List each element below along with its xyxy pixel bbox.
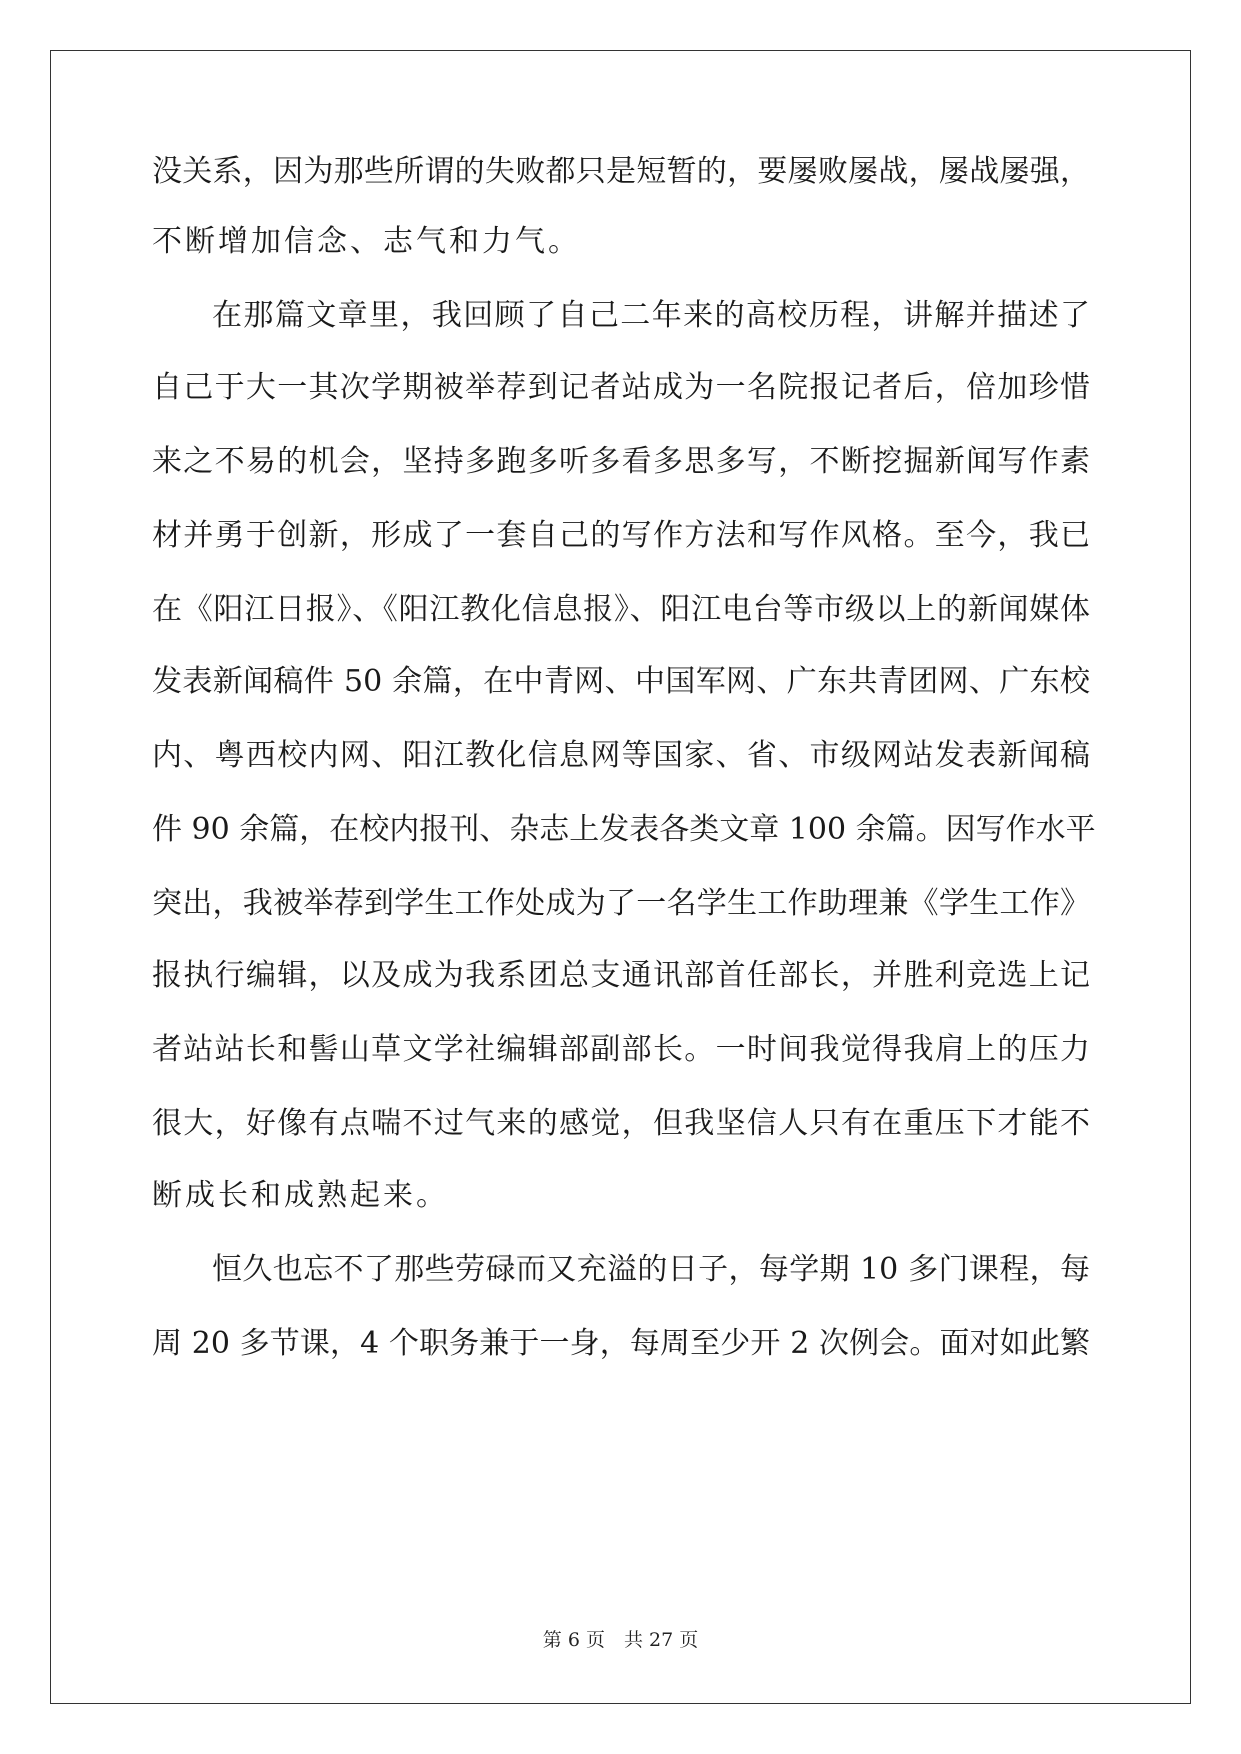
body-text-line: 周 20 多节课，4 个职务兼于一身，每周至少开 2 次例会。面对如此繁 xyxy=(152,1326,1090,1361)
body-text-line: 件 90 余篇，在校内报刊、杂志上发表各类文章 100 余篇。因写作水平 xyxy=(152,812,1096,847)
body-text-line: 在《阳江日报》、《阳江教化信息报》、阳江电台等市级以上的新闻媒体 xyxy=(152,592,1090,627)
body-text-line: 者站站长和髻山草文学社编辑部副部长。一时间我觉得我肩上的压力 xyxy=(152,1032,1090,1067)
body-text-line: 断成长和成熟起来。 xyxy=(152,1178,449,1213)
body-text-line: 很大，好像有点喘不过气来的感觉，但我坚信人只有在重压下才能不 xyxy=(152,1106,1090,1141)
body-text-line: 没关系，因为那些所谓的失败都只是短暂的，要屡败屡战，屡战屡强， xyxy=(152,154,1090,189)
body-text-line: 内、粤西校内网、阳江教化信息网等国家、省、市级网站发表新闻稿 xyxy=(152,738,1090,773)
body-text-line: 材并勇于创新，形成了一套自己的写作方法和写作风格。至今，我已 xyxy=(152,518,1090,553)
body-text-line: 突出，我被举荐到学生工作处成为了一名学生工作助理兼《学生工作》 xyxy=(152,886,1090,921)
body-text-line: 自己于大一其次学期被举荐到记者站成为一名院报记者后，倍加珍惜 xyxy=(152,370,1090,405)
body-text-line: 恒久也忘不了那些劳碌而又充溢的日子，每学期 10 多门课程，每 xyxy=(212,1252,1090,1287)
body-text-line: 不断增加信念、志气和力气。 xyxy=(152,224,581,259)
body-text-line: 发表新闻稿件 50 余篇，在中青网、中国军网、广东共青团网、广东校 xyxy=(152,664,1090,699)
page-number-footer: 第 6 页 共 27 页 xyxy=(542,1629,699,1651)
body-text-line: 在那篇文章里，我回顾了自己二年来的高校历程，讲解并描述了 xyxy=(212,298,1090,333)
body-text-line: 来之不易的机会，坚持多跑多听多看多思多写，不断挖掘新闻写作素 xyxy=(152,444,1090,479)
body-text-line: 报执行编辑，以及成为我系团总支通讯部首任部长，并胜利竞选上记 xyxy=(152,958,1090,993)
